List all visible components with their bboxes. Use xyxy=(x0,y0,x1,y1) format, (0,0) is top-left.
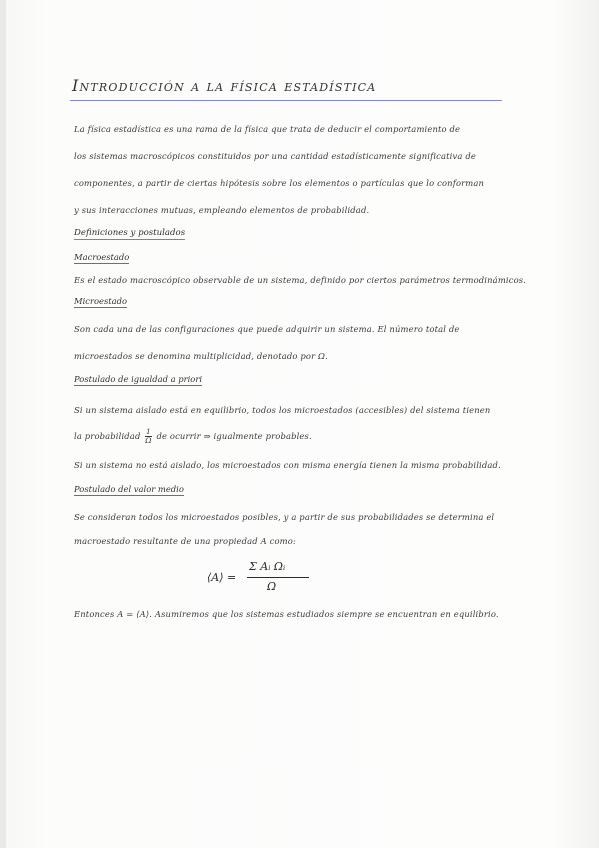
macroestado-heading: Macroestado xyxy=(74,252,130,262)
title-underline xyxy=(70,100,502,101)
formula-numerator: Σ Aᵢ Ωᵢ xyxy=(249,560,286,573)
microestado-line: Son cada una de las configuraciones que puede adquirir un sistema. El número total de xyxy=(74,324,460,334)
page-title: Introducción a la física estadística xyxy=(72,76,377,95)
intro-line: y sus interacciones mutuas, empleando elementos de probabilidad. xyxy=(74,205,370,215)
macroestado-line: Es el estado macroscópico observable de un sistema, definido por ciertos parámetros termodinámicos. xyxy=(74,275,527,285)
mean-value-formula xyxy=(207,560,327,604)
postulado1-line2-post: de ocurrir ⇒ igualmente probables. xyxy=(156,431,312,441)
fraction-numerator: 1 xyxy=(146,427,151,436)
microestado-line: microestados se denomina multiplicidad, denotado por Ω. xyxy=(74,351,328,361)
intro-line: los sistemas macroscópicos constituidos por una cantidad estadísticamente significativa de xyxy=(74,151,476,161)
postulado2-heading: Postulado del valor medio xyxy=(74,484,184,494)
section-heading xyxy=(74,228,185,240)
intro-line: componentes, a partir de ciertas hipótesis sobre los elementos o partículas que lo conforman xyxy=(74,178,485,188)
postulado1-heading: Postulado de igualdad a priori xyxy=(74,374,203,384)
page-edge xyxy=(0,0,6,848)
postulado2-line: macroestado resultante de una propiedad A como: xyxy=(74,536,296,546)
probability-fraction xyxy=(145,428,151,445)
intro-line: La física estadística es una rama de la física que trata de deducir el comportamiento de xyxy=(74,124,461,134)
microestado-heading: Microestado xyxy=(74,296,128,306)
postulado1-line xyxy=(74,428,524,445)
formula-lhs: ⟨A⟩ = xyxy=(207,571,237,584)
postulado1-line: Si un sistema no está aislado, los microestados con misma energía tienen la misma probabilidad. xyxy=(74,460,501,470)
postulado1-line: Si un sistema aislado está en equilibrio, todos los microestados (accesibles) del sistema tienen xyxy=(74,405,491,415)
formula-denominator: Ω xyxy=(267,580,277,593)
postulado1-line2-pre: la probabilidad xyxy=(74,431,141,441)
section-heading-text: Definiciones y postulados xyxy=(74,228,186,238)
formula-fraction-bar xyxy=(247,577,309,578)
section-heading-underline xyxy=(74,239,185,240)
conclusion-line: Entonces A = ⟨A⟩. Asumiremos que los sistemas estudiados siempre se encuentran en equilibrio. xyxy=(74,609,499,619)
fraction-denominator: Ω xyxy=(145,436,152,445)
postulado2-line: Se consideran todos los microestados posibles, y a partir de sus probabilidades se determina el xyxy=(74,512,495,522)
